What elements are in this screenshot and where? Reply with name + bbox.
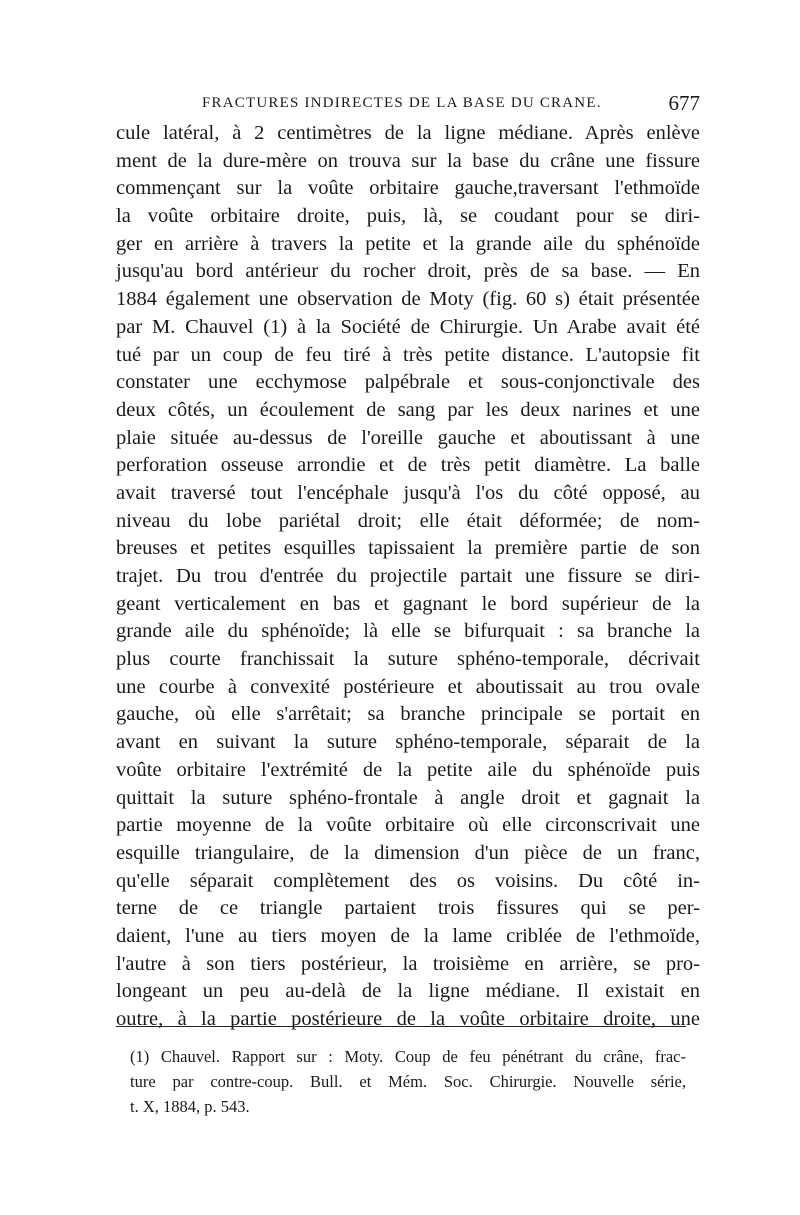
text-line: geant verticalement en bas et gagnant le bord supérieur de la [116, 592, 700, 615]
text-line: jusqu'au bord antérieur du rocher droit, près de sa base. — En [116, 260, 700, 283]
text-line: la voûte orbitaire droite, puis, là, se coudant pour se diri- [116, 205, 700, 228]
text-line: esquille triangulaire, de la dimension d'un pièce de un franc, [116, 841, 700, 864]
text-line: grande aile du sphénoïde; là elle se bifurquait : sa branche la [116, 620, 700, 643]
text-line: deux côtés, un écoulement de sang par les deux narines et une [116, 398, 700, 421]
text-line: plaie située au-dessus de l'oreille gauche et aboutissant à une [116, 426, 700, 449]
text-line: gauche, où elle s'arrêtait; sa branche principale se portait en [116, 703, 700, 726]
text-line: cule latéral, à 2 centimètres de la ligne médiane. Après enlève [116, 122, 700, 144]
body-text [116, 120, 700, 1034]
text-line: plus courte franchissait la suture sphéno-temporale, décrivait [116, 648, 700, 671]
text-line: 1884 également une observation de Moty (fig. 60 s) était présentée [116, 288, 700, 311]
text-line: voûte orbitaire l'extrémité de la petite aile du sphénoïde puis [116, 758, 700, 781]
footnote-line: (1) Chauvel. Rapport sur : Moty. Coup de feu pénétrant du crâne, frac- [130, 1047, 686, 1066]
footnote-line: ture par contre-coup. Bull. et Mém. Soc. Chirurgie. Nouvelle série, [130, 1072, 686, 1091]
text-line: avant en suivant la suture sphéno-temporale, séparait de la [116, 731, 700, 754]
page-number: 677 [668, 91, 700, 115]
running-title: FRACTURES INDIRECTES DE LA BASE DU CRANE. [202, 95, 602, 111]
text-line: outre, à la partie postérieure de la voûte orbitaire droite, une [116, 1008, 700, 1030]
text-line: breuses et petites esquilles tapissaient la première partie de son [116, 537, 700, 560]
text-line: terne de ce triangle partaient trois fissures qui se per- [116, 897, 700, 920]
text-line: perforation osseuse arrondie et de très petit diamètre. La balle [116, 454, 700, 477]
text-line: ger en arrière à travers la petite et la grande aile du sphénoïde [116, 232, 700, 255]
text-line: daient, l'une au tiers moyen de la lame criblée de l'ethmoïde, [116, 924, 700, 947]
text-line: partie moyenne de la voûte orbitaire où elle circonscrivait une [116, 814, 700, 837]
text-line: qu'elle séparait complètement des os voisins. Du côté in- [116, 869, 700, 892]
footnote-line: t. X, 1884, p. 543. [130, 1097, 250, 1116]
text-line: constater une ecchymose palpébrale et sous-conjonctivale des [116, 371, 700, 394]
footnote-divider [116, 1026, 686, 1027]
text-line: ment de la dure-mère on trouva sur la base du crâne une fissure [116, 149, 700, 172]
text-line: par M. Chauvel (1) à la Société de Chirurgie. Un Arabe avait été [116, 315, 700, 338]
text-line: avait traversé tout l'encéphale jusqu'à l'os du côté opposé, au [116, 481, 700, 504]
text-line: l'autre à son tiers postérieur, la troisième en arrière, se pro- [116, 952, 700, 975]
page-header [116, 91, 700, 121]
text-line: trajet. Du trou d'entrée du projectile partait une fissure se diri- [116, 565, 700, 587]
text-line: longeant un peu au-delà de la ligne médiane. Il existait en [116, 980, 700, 1003]
footnote [130, 1044, 686, 1119]
text-line: commençant sur la voûte orbitaire gauche,traversant l'ethmoïde [116, 177, 700, 200]
text-line: niveau du lobe pariétal droit; elle était déformée; de nom- [116, 509, 700, 532]
text-line: quittait la suture sphéno-frontale à angle droit et gagnait la [116, 786, 700, 809]
text-line: une courbe à convexité postérieure et aboutissait au trou ovale [116, 675, 700, 698]
text-line: tué par un coup de feu tiré à très petite distance. L'autopsie fit [116, 343, 700, 366]
